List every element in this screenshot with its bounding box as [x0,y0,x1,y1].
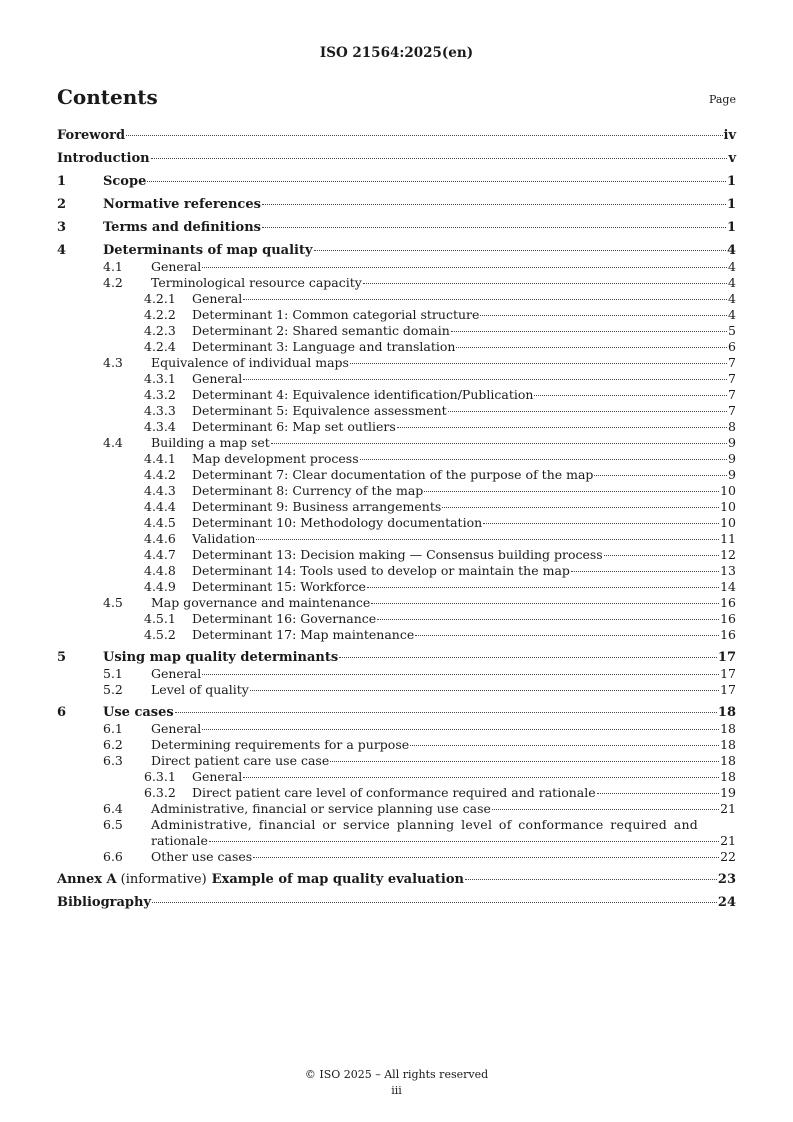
toc-entry-2[interactable] [57,197,736,213]
toc-entry-5-1[interactable] [57,666,736,682]
toc-entry-page: 18 [720,769,736,784]
toc-entry-title: Other use cases [151,849,253,864]
dot-leader [360,459,727,460]
toc-entry-4-3-3[interactable] [57,403,736,419]
toc-entry-title: Level of quality [151,682,249,697]
toc-entry-5[interactable] [57,650,736,666]
toc-entry-page: 7 [728,403,736,418]
toc-entry-number: 4.3.4 [144,419,176,434]
toc-entry-page: 1 [726,197,736,212]
toc-entry-title: Direct patient care use case [151,753,330,768]
toc-entry-4-4-1[interactable] [57,451,736,467]
toc-entry-number: 4.4.1 [144,451,176,466]
toc-entry-page: 4 [726,243,736,258]
toc-entry-page: 24 [717,895,736,910]
toc-entry-4-5-2[interactable] [57,627,736,643]
dot-leader [350,363,727,364]
toc-entry-4-3-1[interactable] [57,371,736,387]
dot-leader [202,674,719,675]
toc-entry-6-3-2[interactable] [57,785,736,801]
toc-entry-title: Building a map set [151,435,270,450]
toc-entry-page: 21 [720,833,736,848]
toc-entry-title: Determinant 1: Common categorial structure [192,307,480,322]
toc-entry-6-6[interactable] [57,849,736,865]
toc-entry-introduction[interactable] [57,151,736,167]
toc-entry-title: Determinants of map quality [103,243,313,258]
dot-leader [152,902,717,903]
contents-heading: Contents [57,85,158,109]
dot-leader [147,181,726,182]
page-footer [0,1067,793,1099]
toc-entry-page: 22 [720,849,736,864]
dot-leader [209,841,719,842]
dot-leader [151,158,728,159]
toc-entry-title: Determinant 16: Governance [192,611,377,626]
annex-label: Annex A [57,872,117,887]
dot-leader [256,539,719,540]
toc-entry-page: 4 [728,291,736,306]
toc-entry-title: Determinant 4: Equivalence identification/Publication [192,387,534,402]
toc-entry-title: General [151,721,202,736]
toc-entry-page: 17 [720,666,736,681]
dot-leader [243,379,727,380]
toc-entry-4-2-2[interactable] [57,307,736,323]
toc-entry-4-2-3[interactable] [57,323,736,339]
toc-entry-6-4[interactable] [57,801,736,817]
dot-leader [397,427,727,428]
toc-entry-number: 6.5 [103,817,123,832]
toc-entry-number: 4.4.7 [144,547,176,562]
toc-entry-4-5-1[interactable] [57,611,736,627]
toc-entry-title: Determinant 17: Map maintenance [192,627,415,642]
toc-entry-page: 1 [726,174,736,189]
toc-entry-title: Scope [103,174,147,189]
toc-entry-number: 3 [57,220,67,235]
dot-leader [339,657,717,658]
dot-leader [243,777,719,778]
dot-leader [253,857,719,858]
document-id-header: ISO 21564:2025(en) [319,45,474,61]
dot-leader [442,507,719,508]
toc-entry-1[interactable] [57,174,736,190]
toc-entry-page: v [728,151,736,166]
dot-leader [314,250,726,251]
toc-entry-page: 16 [720,611,736,626]
toc-entry-4-2-4[interactable] [57,339,736,355]
toc-entry-4-2[interactable] [57,275,736,291]
annex-note: (informative) [120,872,207,887]
dot-leader [451,331,727,332]
toc-entry-6-2[interactable] [57,737,736,753]
toc-entry-number: 4.5.1 [144,611,176,626]
toc-entry-number: 4.4.6 [144,531,176,546]
toc-entry-5-2[interactable] [57,682,736,698]
toc-entry-page: 18 [717,705,736,720]
toc-entry-title: Direct patient care level of conformance required and rationale [192,785,596,800]
toc-entry-4[interactable] [57,243,736,259]
toc-entry-number: 4.5 [103,595,123,610]
toc-entry-4-1[interactable] [57,259,736,275]
toc-entry-page: 11 [720,531,736,546]
dot-leader [492,809,719,810]
dot-leader [202,267,727,268]
toc-entry-page: 18 [720,737,736,752]
toc-entry-4-4[interactable] [57,435,736,451]
toc-entry-page: 12 [720,547,736,562]
dot-leader [126,135,722,136]
toc-entry-number: 4.3.1 [144,371,176,386]
toc-entry-number: 4 [57,243,67,258]
toc-entry-number: 4.2.3 [144,323,176,338]
toc-entry-page: 1 [726,220,736,235]
toc-entry-title: Determining requirements for a purpose [151,737,410,752]
dot-leader [534,395,727,396]
page-column-label: Page [708,93,736,106]
toc-entry-number: 4.4.2 [144,467,176,482]
toc-entry-page: 18 [720,753,736,768]
dot-leader [202,729,719,730]
toc-entry-title: Foreword [57,128,126,143]
toc-entry-title: Validation [192,531,256,546]
toc-entry-number: 4.1 [103,259,123,274]
toc-entry-number: 4.2.2 [144,307,176,322]
toc-entry-number: 4.4.8 [144,563,176,578]
dot-leader [415,635,719,636]
toc-entry-page: 9 [728,451,736,466]
toc-entry-number: 4.2.1 [144,291,176,306]
toc-entry-page: 23 [717,872,736,887]
toc-entry-page: 16 [720,595,736,610]
toc-entry-number: 4.3.3 [144,403,176,418]
toc-entry-number: 5 [57,650,67,665]
toc-entry-title: Determinant 6: Map set outliers [192,419,396,434]
toc-entry-page: 21 [720,801,736,816]
dot-leader [424,491,719,492]
toc-entry-page: 16 [720,627,736,642]
toc-entry-number: 4.3.2 [144,387,176,402]
toc-entry-number: 6.4 [103,801,123,816]
dot-leader [367,587,719,588]
toc-entry-title: Normative references [103,197,261,212]
toc-entry-bibliography[interactable] [57,895,736,911]
dot-leader [371,603,719,604]
toc-entry-page: 10 [720,515,736,530]
toc-entry-title: Administrative, financial or service planning use case [151,801,491,816]
toc-entry-title: Using map quality determinants [103,650,339,665]
toc-entry-number: 4.4.4 [144,499,176,514]
toc-entry-number: 6 [57,705,67,720]
toc-entry-title: Equivalence of individual maps [151,355,349,370]
toc-entry-title: Determinant 3: Language and translation [192,339,456,354]
toc-entry-title: Map development process [192,451,359,466]
toc-entry-number: 4.3 [103,355,123,370]
dot-leader [271,443,727,444]
toc-entry-annex-a[interactable] [57,872,736,888]
toc-entry-title: Determinant 13: Decision making — Consensus building process [192,547,603,562]
dot-leader [448,411,727,412]
toc-entry-4-3-2[interactable] [57,387,736,403]
toc-entry-page: 9 [728,435,736,450]
dot-leader [262,227,726,228]
toc-entry-number: 4.4 [103,435,123,450]
toc-entry-title: General [151,259,202,274]
toc-entry-4-3[interactable] [57,355,736,371]
toc-entry-page: 7 [728,355,736,370]
toc-entry-page: iv [723,128,736,143]
dot-leader [250,690,719,691]
toc-entry-4-4-9[interactable] [57,579,736,595]
toc-entry-page: 7 [728,387,736,402]
toc-entry-page: 4 [728,307,736,322]
toc-entry-title: Terms and definitions [103,220,261,235]
dot-leader [604,555,719,556]
copyright-notice: © ISO 2025 – All rights reserved [304,1068,489,1081]
toc-entry-title: General [151,666,202,681]
toc-entry-4-4-5[interactable] [57,515,736,531]
toc-entry-number: 1 [57,174,67,189]
page-number: iii [391,1084,402,1097]
toc-entry-title-line2: rationale [151,833,208,848]
toc-entry-title: Introduction [57,151,150,166]
toc-entry-4-4-7[interactable] [57,547,736,563]
dot-leader [480,315,727,316]
toc-entry-page: 10 [720,499,736,514]
toc-entry-page: 9 [728,467,736,482]
dot-leader [571,571,719,572]
toc-entry-page: 17 [720,682,736,697]
toc-entry-number: 4.4.3 [144,483,176,498]
toc-entry-number: 5.2 [103,682,123,697]
toc-entry-number: 4.2 [103,275,123,290]
dot-leader [410,745,719,746]
toc-entry-title: Use cases [103,705,174,720]
toc-entry-4-4-2[interactable] [57,467,736,483]
toc-entry-page: 7 [728,371,736,386]
toc-entry-number: 6.6 [103,849,123,864]
toc-entry-title: Determinant 10: Methodology documentation [192,515,483,530]
toc-entry-page: 4 [728,275,736,290]
toc-entry-title: Determinant 9: Business arrangements [192,499,442,514]
toc-entry-title: Determinant 14: Tools used to develop or maintain the map [192,563,570,578]
toc-entry-4-5[interactable] [57,595,736,611]
toc-entry-number: 4.2.4 [144,339,176,354]
toc-entry-6-3[interactable] [57,753,736,769]
table-of-contents [57,128,736,911]
toc-entry-page: 4 [728,259,736,274]
toc-entry-page: 8 [728,419,736,434]
toc-entry-6-5-continued[interactable] [57,833,736,849]
dot-leader [175,712,717,713]
toc-entry-number: 4.4.9 [144,579,176,594]
toc-entry-title-line1: Administrative, financial or service planning level of conformance required and [151,817,698,832]
toc-entry-number: 4.5.2 [144,627,176,642]
toc-entry-page: 6 [728,339,736,354]
toc-entry-number: 6.3.2 [144,785,176,800]
toc-entry-title: General [192,371,243,386]
toc-entry-page: 14 [720,579,736,594]
toc-entry-title: General [192,291,243,306]
toc-entry-title: Example of map quality evaluation [211,872,464,887]
dot-leader [483,523,719,524]
toc-entry-4-3-4[interactable] [57,419,736,435]
toc-entry-title: Map governance and maintenance [151,595,371,610]
dot-leader [262,204,726,205]
toc-entry-title: Terminological resource capacity [151,275,362,290]
toc-entry-6-3-1[interactable] [57,769,736,785]
toc-entry-title: Determinant 7: Clear documentation of the purpose of the map [192,467,594,482]
toc-entry-6-1[interactable] [57,721,736,737]
toc-entry-title: Determinant 15: Workforce [192,579,366,594]
toc-entry-page: 10 [720,483,736,498]
toc-entry-title: General [192,769,243,784]
toc-entry-4-2-1[interactable] [57,291,736,307]
dot-leader [363,283,727,284]
toc-entry-title: Determinant 2: Shared semantic domain [192,323,450,338]
toc-entry-number: 5.1 [103,666,123,681]
toc-entry-page: 17 [717,650,736,665]
dot-leader [330,761,719,762]
toc-entry-number: 6.1 [103,721,123,736]
toc-entry-4-4-4[interactable] [57,499,736,515]
toc-entry-page: 5 [728,323,736,338]
toc-entry-title: Determinant 5: Equivalence assessment [192,403,447,418]
toc-entry-foreword[interactable] [57,128,736,144]
toc-entry-number: 6.3.1 [144,769,176,784]
dot-leader [594,475,727,476]
toc-entry-4-4-6[interactable] [57,531,736,547]
toc-entry-number: 6.3 [103,753,123,768]
toc-entry-page: 19 [720,785,736,800]
toc-entry-3[interactable] [57,220,736,236]
toc-entry-4-4-8[interactable] [57,563,736,579]
toc-entry-6-5[interactable] [57,817,736,833]
toc-entry-number: 2 [57,197,67,212]
dot-leader [243,299,727,300]
dot-leader [597,793,719,794]
toc-entry-page: 18 [720,721,736,736]
dot-leader [456,347,727,348]
toc-entry-number: 4.4.5 [144,515,176,530]
toc-entry-6[interactable] [57,705,736,721]
toc-entry-number: 6.2 [103,737,123,752]
dot-leader [377,619,719,620]
toc-entry-title: Determinant 8: Currency of the map [192,483,424,498]
dot-leader [465,879,717,880]
toc-entry-4-4-3[interactable] [57,483,736,499]
toc-entry-page: 13 [720,563,736,578]
toc-entry-title: Bibliography [57,895,152,910]
